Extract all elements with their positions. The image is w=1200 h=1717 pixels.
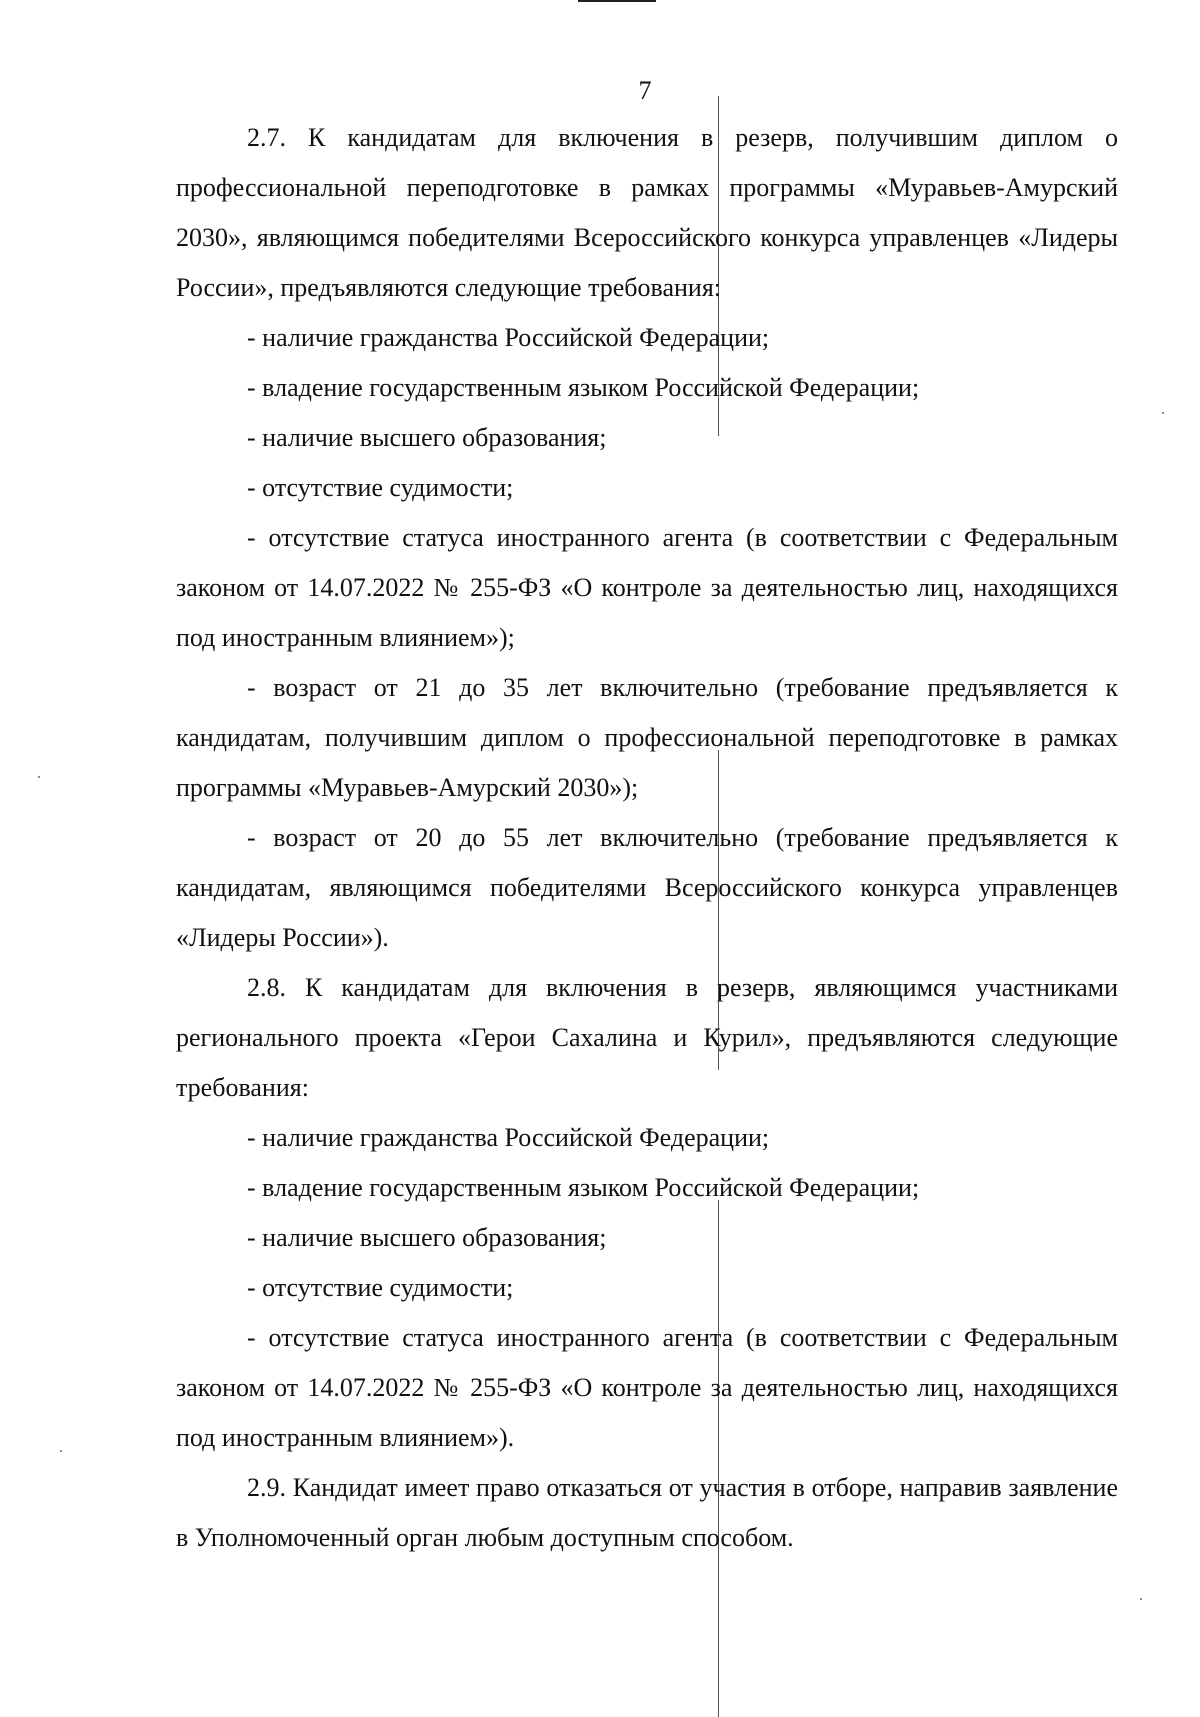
requirement-item: - наличие высшего образования; xyxy=(247,1223,607,1252)
requirement-item: - владение государственным языком Российской Федерации; xyxy=(247,1173,920,1202)
requirement-age-21-35: - возраст от 21 до 35 лет включительно (требование предъявляется к кандидатам, получившим диплом о профессиональной переподготовке в рамках программы «Муравьев-Амурский 2030»); xyxy=(176,673,1118,802)
paragraph-2-8-intro: 2.8. К кандидатам для включения в резерв, являющимся участниками регионального проекта «Герои Сахалина и Курил», предъявляются следующие требования: xyxy=(176,973,1118,1102)
requirement-item: - отсутствие судимости; xyxy=(247,1273,514,1302)
requirement-item: - владение государственным языком Российской Федерации; xyxy=(247,373,920,402)
requirement-foreign-agent: - отсутствие статуса иностранного агента (в соответствии с Федеральным законом от 14.07.2022 № 255-ФЗ «О контроле за деятельностью лиц, находящихся под иностранным влиянием»). xyxy=(176,1323,1118,1452)
paragraph-2-9: 2.9. Кандидат имеет право отказаться от участия в отборе, направив заявление в Уполномоченный орган любым доступным способом. xyxy=(176,1473,1118,1552)
page-number: 7 xyxy=(638,76,652,105)
requirement-age-20-55: - возраст от 20 до 55 лет включительно (требование предъявляется к кандидатам, являющимся победителями Всероссийского конкурса управленцев «Лидеры России»). xyxy=(176,823,1118,952)
scan-speck xyxy=(1140,1598,1142,1600)
top-rule xyxy=(578,0,656,2)
document-body xyxy=(176,113,1118,1563)
scan-speck xyxy=(60,1450,62,1452)
scan-speck xyxy=(1162,412,1164,414)
scan-speck xyxy=(38,776,40,778)
requirement-item: - наличие гражданства Российской Федерации; xyxy=(247,323,770,352)
requirement-item: - отсутствие судимости; xyxy=(247,473,514,502)
requirement-foreign-agent: - отсутствие статуса иностранного агента (в соответствии с Федеральным законом от 14.07.2022 № 255-ФЗ «О контроле за деятельностью лиц, находящихся под иностранным влиянием»); xyxy=(176,523,1118,652)
requirement-item: - наличие высшего образования; xyxy=(247,423,607,452)
requirement-item: - наличие гражданства Российской Федерации; xyxy=(247,1123,770,1152)
paragraph-2-7-intro: 2.7. К кандидатам для включения в резерв, получившим диплом о профессиональной переподготовке в рамках программы «Муравьев-Амурский 2030», являющимся победителями Всероссийского конкурса управленцев «Лидеры России», предъявляются следующие требования: xyxy=(176,123,1118,302)
